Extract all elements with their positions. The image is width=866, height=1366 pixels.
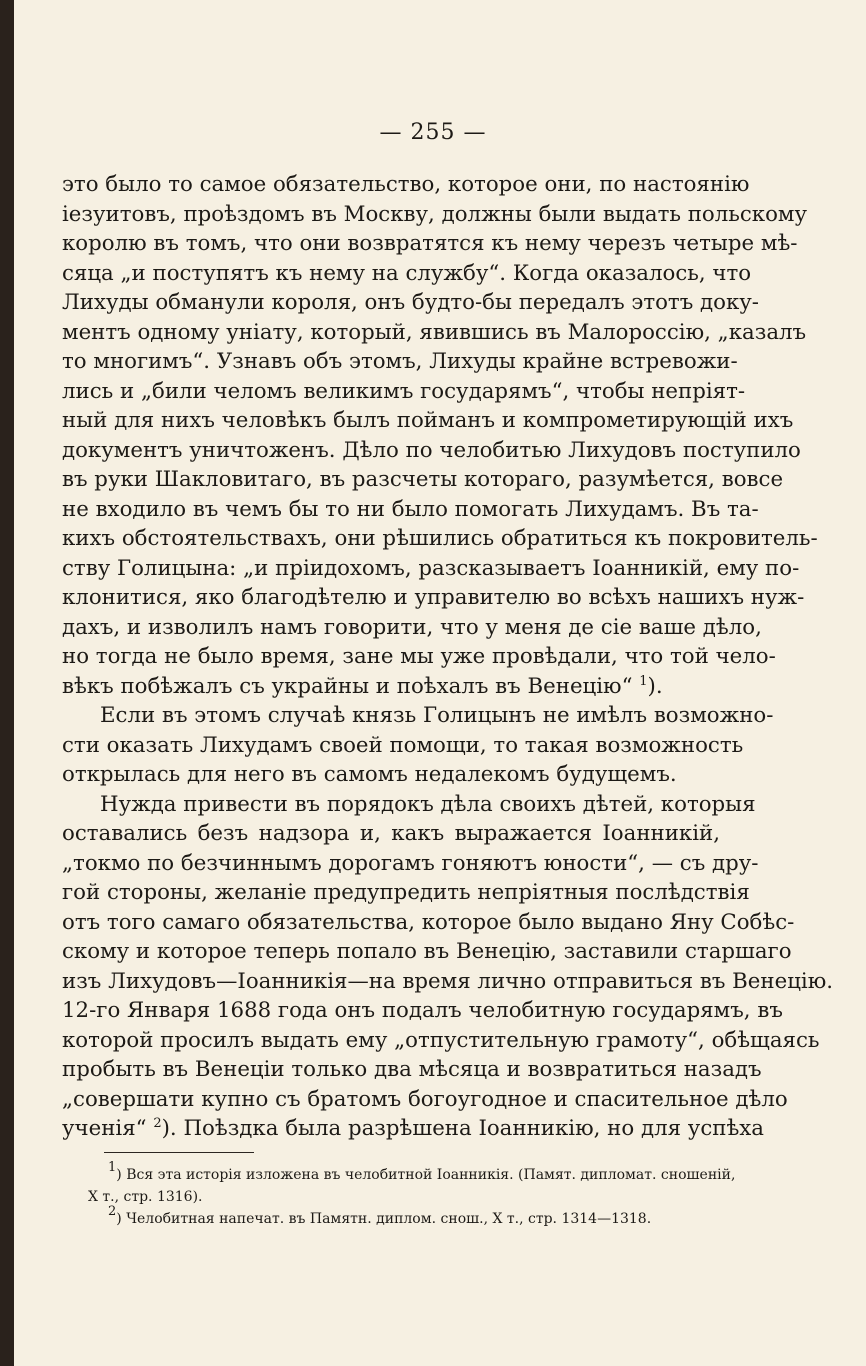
footnote-text: ) Вся эта исторія изложена въ челобитной Іоанникія. (Памят. дипломат. сношеній,: [116, 1167, 736, 1183]
text-line: кихъ обстоятельствахъ, они рѣшились обратиться къ покровитель-: [62, 526, 818, 551]
text-fragment: ). Поѣздка была разрѣшена Іоанникію, но для успѣха: [161, 1116, 765, 1141]
text-line: іезуитовъ, проѣздомъ въ Москву, должны были выдать польскому: [62, 201, 808, 227]
text-fragment: ).: [647, 673, 663, 699]
footnote-mark: 2: [108, 1204, 117, 1219]
footnote-ref: 2: [153, 1116, 162, 1131]
text-line: въ руки Шакловитаго, въ разсчеты котораго, разумѣется, вовсе: [62, 467, 784, 492]
text-line: скому и которое теперь попало въ Венецію, заставили старшаго: [62, 939, 792, 964]
text-line: ству Голицына: „и пріидохомъ, разсказываетъ Іоанникій, ему по-: [62, 555, 800, 581]
text-line: [62, 672, 720, 702]
page-number: — 255 —: [379, 120, 487, 145]
text-line: пробыть въ Венеціи только два мѣсяца и возвратиться назадъ: [62, 1057, 762, 1082]
text-line: гой стороны, желаніе предупредить непріятныя послѣдствія: [62, 880, 750, 905]
text-line: но тогда не было время, зане мы уже провѣдали, что той чело-: [62, 644, 776, 669]
text-line: сти оказать Лихудамъ своей помощи, то такая возможность: [62, 732, 744, 758]
text-line: изъ Лихудовъ—Іоанникія—на время лично отправиться въ Венецію.: [62, 968, 834, 994]
text-line: дахъ, и изволилъ намъ говорити, что у меня де сіе ваше дѣло,: [62, 614, 762, 640]
text-line: лись и „били челомъ великимъ государямъ“, чтобы непріят-: [62, 378, 746, 404]
text-line: „совершати купно съ братомъ богоугодное и спасительное дѣло: [62, 1086, 788, 1112]
footnotes: [88, 1160, 736, 1230]
text-line: Нужда привести въ порядокъ дѣла своихъ дѣтей, которыя: [100, 791, 756, 817]
text-line: то многимъ“. Узнавъ объ этомъ, Лихуды крайне встревожи-: [62, 349, 738, 374]
text-line: [62, 1114, 765, 1144]
book-spine-shadow: [0, 0, 14, 1366]
text-line: отъ того самаго обязательства, которое было выдано Яну Собѣс-: [62, 909, 795, 935]
text-line: сяца „и поступятъ къ нему на службу“. Когда оказалось, что: [62, 260, 752, 286]
text-line: ный для нихъ человѣкъ былъ пойманъ и компрометирующій ихъ: [62, 408, 794, 433]
text-line: 12-го Января 1688 года онъ подалъ челобитную государямъ, въ: [62, 998, 783, 1023]
text-line: это было то самое обязательство, которое они, по настоянію: [62, 172, 750, 197]
text-line: Если въ этомъ случаѣ князь Голицынъ не имѣлъ возможно-: [100, 703, 774, 728]
footnote-ref: 1: [639, 673, 648, 689]
footnote-1: [88, 1160, 736, 1186]
footnote-2: [88, 1204, 722, 1230]
text-line: которой просилъ выдать ему „отпустительную грамоту“, обѣщаясь: [62, 1027, 820, 1053]
text-line: не входило въ чемъ бы то ни было помогать Лихудамъ. Въ та-: [62, 496, 759, 522]
text-line: „токмо по безчиннымъ дорогамъ гоняютъ юности“, — съ дру-: [62, 850, 759, 876]
text-line: оставались безъ надзора и, какъ выражается Іоанникій,: [62, 821, 720, 846]
text-line: документъ уничтоженъ. Дѣло по челобитью Лихудовъ поступило: [62, 437, 801, 463]
footnote-divider: [104, 1152, 254, 1153]
text-fragment: ученія“: [62, 1116, 147, 1141]
body-text: [62, 170, 834, 1144]
text-line: Лихуды обманули короля, онъ будто-бы передалъ этотъ доку-: [62, 290, 759, 315]
text-fragment: вѣкъ побѣжалъ съ украйны и поѣхалъ въ Венецію“: [62, 673, 633, 699]
text-line: королю въ томъ, что они возвратятся къ нему черезъ четыре мѣ-: [62, 231, 798, 256]
footnote-mark: 1: [108, 1160, 117, 1175]
text-line: ментъ одному уніату, который, явившись въ Малороссію, „казалъ: [62, 319, 807, 345]
footnote-text: ) Челобитная напечат. въ Памятн. диплом. снош., X т., стр. 1314—1318.: [116, 1211, 652, 1227]
footnote-1-continued: X т., стр. 1316).: [88, 1189, 203, 1205]
text-line: клонитися, яко благодѣтелю и управителю во всѣхъ нашихъ нуж-: [62, 585, 805, 610]
text-line: открылась для него въ самомъ недалекомъ будущемъ.: [62, 762, 677, 787]
